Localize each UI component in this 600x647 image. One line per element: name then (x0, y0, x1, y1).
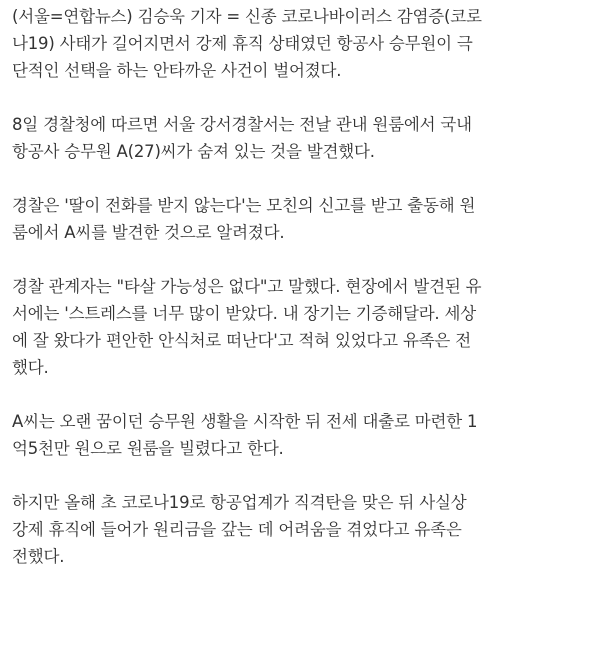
text-line: 경찰은 '딸이 전화를 받지 않는다'는 모친의 신고를 받고 출동해 원 (12, 196, 476, 215)
text-line: 8일 경찰청에 따르면 서울 강서경찰서는 전날 관내 원룸에서 국내 (12, 115, 472, 134)
article-paragraph-5 (12, 408, 594, 462)
text-line: 에 잘 왔다가 편안한 안식처로 떠난다'고 적혀 있었다고 유족은 전 (12, 331, 471, 350)
text-line: 나19) 사태가 길어지면서 강제 휴직 상태였던 항공사 승무원이 극 (12, 34, 473, 53)
article-paragraph-1 (12, 3, 594, 84)
text-line: 하지만 올해 초 코로나19로 항공업계가 직격탄을 맞은 뒤 사실상 (12, 493, 467, 512)
text-line: 단적인 선택을 하는 안타까운 사건이 벌어졌다. (12, 61, 342, 80)
text-line: (서울=연합뉴스) 김승욱 기자 = 신종 코로나바이러스 감염증(코로 (12, 7, 482, 26)
article-paragraph-2 (12, 111, 594, 165)
article-paragraph-4 (12, 273, 594, 381)
text-line: 했다. (12, 358, 49, 377)
text-line: 항공사 승무원 A(27)씨가 숨져 있는 것을 발견했다. (12, 142, 375, 161)
text-line: 경찰 관계자는 "타살 가능성은 없다"고 말했다. 현장에서 발견된 유 (12, 277, 482, 296)
text-line: 강제 휴직에 들어가 원리금을 갚는 데 어려움을 겪었다고 유족은 (12, 520, 462, 539)
article-paragraph-6 (12, 489, 594, 570)
text-line: 억5천만 원으로 원룸을 빌렸다고 한다. (12, 439, 284, 458)
text-line: 전했다. (12, 547, 65, 566)
text-line: 룸에서 A씨를 발견한 것으로 알려졌다. (12, 223, 285, 242)
text-line: 서에는 '스트레스를 너무 많이 받았다. 내 장기는 기증해달라. 세상 (12, 304, 476, 323)
article-paragraph-3 (12, 192, 594, 246)
text-line: A씨는 오랜 꿈이던 승무원 생활을 시작한 뒤 전세 대출로 마련한 1 (12, 412, 478, 431)
